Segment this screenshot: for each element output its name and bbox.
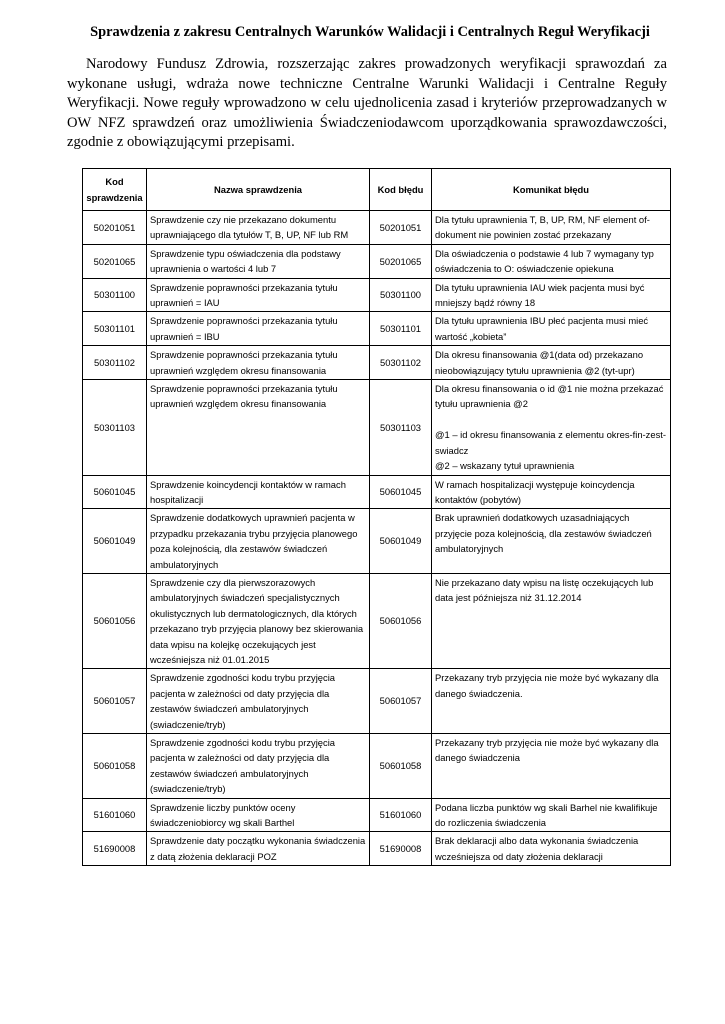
check-name-cell: Sprawdzenie typu oświadczenia dla podstawy uprawnienia o wartości 4 lub 7 xyxy=(147,244,370,278)
check-code-cell: 50601057 xyxy=(83,669,147,734)
error-code-cell: 51601060 xyxy=(370,798,432,832)
error-code-cell: 50601049 xyxy=(370,509,432,574)
table-row xyxy=(83,734,671,799)
error-message-cell: Dla tytułu uprawnienia T, B, UP, RM, NF element of-dokument nie powinien zostać przekazany xyxy=(432,211,671,245)
table-row xyxy=(83,832,671,866)
error-code-cell: 50601058 xyxy=(370,734,432,799)
error-code-cell: 50601057 xyxy=(370,669,432,734)
check-code-cell: 50601045 xyxy=(83,475,147,509)
error-message-cell: Podana liczba punktów wg skali Barhel nie kwalifikuje do rozliczenia świadczenia xyxy=(432,798,671,832)
check-code-cell: 50201065 xyxy=(83,244,147,278)
check-name-cell: Sprawdzenie poprawności przekazania tytułu uprawnień = IBU xyxy=(147,312,370,346)
error-code-cell: 51690008 xyxy=(370,832,432,866)
table-row xyxy=(83,509,671,574)
table-row xyxy=(83,312,671,346)
table-row xyxy=(83,573,671,668)
table-header-row xyxy=(83,169,671,211)
check-code-cell: 50301102 xyxy=(83,346,147,380)
error-message-cell: Brak deklaracji albo data wykonania świadczenia wcześniejsza od daty złożenia deklaracji xyxy=(432,832,671,866)
error-code-cell: 50301100 xyxy=(370,278,432,312)
check-name-cell: Sprawdzenie daty początku wykonania świadczenia z datą złożenia deklaracji POZ xyxy=(147,832,370,866)
error-message-cell: W ramach hospitalizacji występuje koincydencja kontaktów (pobytów) xyxy=(432,475,671,509)
check-name-cell: Sprawdzenie czy dla pierwszorazowych ambulatoryjnych świadczeń specjalistycznych okulistycznych lub dermatologicznych, dla których przekazano tryb przyjęcia planowy bez skierowania data wpisu na kolejkę oczekujących jest wcześniejsza niż 01.01.2015 xyxy=(147,573,370,668)
table-row xyxy=(83,278,671,312)
check-code-cell: 50601049 xyxy=(83,509,147,574)
table-row xyxy=(83,211,671,245)
table-body xyxy=(83,211,671,866)
check-code-cell: 51601060 xyxy=(83,798,147,832)
check-code-cell: 50301103 xyxy=(83,380,147,475)
error-message-cell: Dla tytułu uprawnienia IAU wiek pacjenta musi być mniejszy bądź równy 18 xyxy=(432,278,671,312)
error-code-cell: 50301103 xyxy=(370,380,432,475)
error-message-cell: Brak uprawnień dodatkowych uzasadniających przyjęcie poza kolejnością, dla zestawów świadczeń ambulatoryjnych xyxy=(432,509,671,574)
intro-paragraph: Narodowy Fundusz Zdrowia, rozszerzając zakres prowadzonych weryfikacji sprawozdań za wykonane usługi, wdraża nowe techniczne Centralne Warunki Walidacji i Centralne Reguły Weryfikacji. Nowe reguły wprowadzono w celu ujednolicenia zasad i kryteriów przeprowadzanych w OW NFZ sprawdzeń oraz umożliwienia Świadczeniodawcom uporządkowania sprawozdawczości, zgodnie z obowiązującymi przepisami. xyxy=(67,56,667,151)
validation-table xyxy=(82,168,671,866)
check-code-cell: 50301100 xyxy=(83,278,147,312)
error-code-cell: 50201051 xyxy=(370,211,432,245)
check-code-cell: 50201051 xyxy=(83,211,147,245)
table-row xyxy=(83,380,671,475)
header-nazwa-sprawdzenia: Nazwa sprawdzenia xyxy=(147,169,370,211)
check-code-cell: 50601056 xyxy=(83,573,147,668)
error-code-cell: 50601045 xyxy=(370,475,432,509)
check-name-cell: Sprawdzenie poprawności przekazania tytułu uprawnień = IAU xyxy=(147,278,370,312)
error-message-cell: Nie przekazano daty wpisu na listę oczekujących lub data jest późniejsza niż 31.12.2014 xyxy=(432,573,671,668)
error-code-cell: 50601056 xyxy=(370,573,432,668)
error-message-cell: Dla okresu finansowania @1(data od) przekazano nieobowiązujący tytułu uprawnienia @2 (tyt-upr) xyxy=(432,346,671,380)
document-title: Sprawdzenia z zakresu Centralnych Warunków Walidacji i Centralnych Reguł Weryfikacji xyxy=(90,24,650,40)
table-row xyxy=(83,669,671,734)
error-code-cell: 50301101 xyxy=(370,312,432,346)
check-name-cell: Sprawdzenie poprawności przekazania tytułu uprawnień względem okresu finansowania xyxy=(147,346,370,380)
header-kod-bledu: Kod błędu xyxy=(370,169,432,211)
check-name-cell: Sprawdzenie dodatkowych uprawnień pacjenta w przypadku przekazania trybu przyjęcia planowego poza kolejnością, dla zestawów świadczeń ambulatoryjnych xyxy=(147,509,370,574)
table-row xyxy=(83,475,671,509)
error-message-cell: Przekazany tryb przyjęcia nie może być wykazany dla danego świadczenia. xyxy=(432,669,671,734)
check-name-cell: Sprawdzenie zgodności kodu trybu przyjęcia pacjenta w zależności od daty przyjęcia dla zestawów świadczeń ambulatoryjnych (swiadczenie/tryb) xyxy=(147,734,370,799)
table-row xyxy=(83,346,671,380)
check-code-cell: 50301101 xyxy=(83,312,147,346)
header-komunikat-bledu: Komunikat błędu xyxy=(432,169,671,211)
error-message-cell: Dla oświadczenia o podstawie 4 lub 7 wymagany typ oświadczenia to O: oświadczenie opiekuna xyxy=(432,244,671,278)
table-row xyxy=(83,244,671,278)
check-name-cell: Sprawdzenie poprawności przekazania tytułu uprawnień względem okresu finansowania xyxy=(147,380,370,475)
check-name-cell: Sprawdzenie czy nie przekazano dokumentu uprawniającego dla tytułów T, B, UP, NF lub RM xyxy=(147,211,370,245)
error-message-cell: Dla tytułu uprawnienia IBU płeć pacjenta musi mieć wartość „kobieta” xyxy=(432,312,671,346)
error-code-cell: 50201065 xyxy=(370,244,432,278)
error-code-cell: 50301102 xyxy=(370,346,432,380)
check-name-cell: Sprawdzenie liczby punktów oceny świadczeniobiorcy wg skali Barthel xyxy=(147,798,370,832)
check-code-cell: 50601058 xyxy=(83,734,147,799)
table-row xyxy=(83,798,671,832)
check-name-cell: Sprawdzenie koincydencji kontaktów w ramach hospitalizacji xyxy=(147,475,370,509)
check-code-cell: 51690008 xyxy=(83,832,147,866)
header-kod-sprawdzenia: Kod sprawdzenia xyxy=(83,169,147,211)
error-message-cell: Dla okresu finansowania o id @1 nie można przekazać tytułu uprawnienia @2 @1 – id okresu finansowania z elementu okres-fin-zest-swiadcz @2 – wskazany tytuł uprawnienia xyxy=(432,380,671,475)
error-message-cell: Przekazany tryb przyjęcia nie może być wykazany dla danego świadczenia xyxy=(432,734,671,799)
check-name-cell: Sprawdzenie zgodności kodu trybu przyjęcia pacjenta w zależności od daty przyjęcia dla zestawów świadczeń ambulatoryjnych (swiadczenie/tryb) xyxy=(147,669,370,734)
